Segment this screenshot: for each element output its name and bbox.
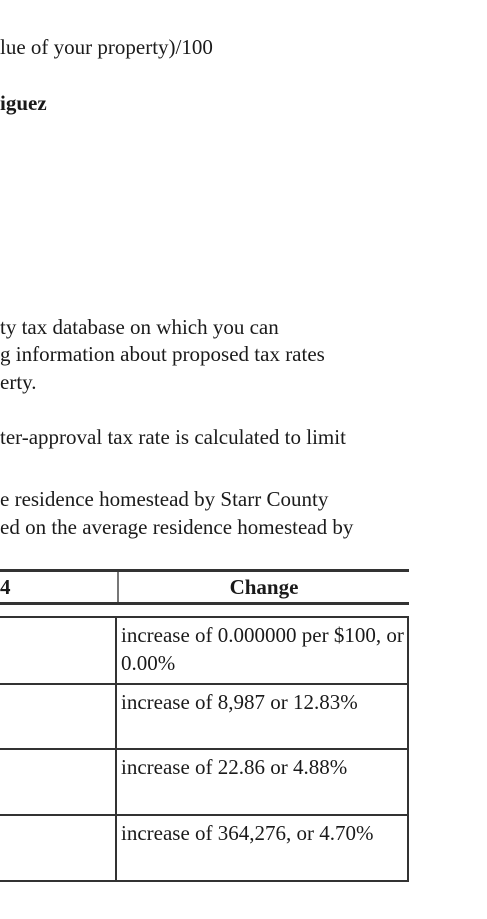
table-cell-change: increase of 364,276, or 4.70% [115, 814, 409, 880]
paragraph-homestead-line-1: e residence homestead by Starr County [0, 487, 329, 511]
table-bottom-border [0, 880, 409, 882]
table-row [0, 748, 409, 814]
paragraph-homestead-line-2: ed on the average residence homestead by [0, 515, 354, 539]
table-cell-change: increase of 0.000000 per $100, or 0.00% [115, 616, 409, 683]
table-cell-left [0, 616, 115, 683]
paragraph-database-line-2: g information about proposed tax rates [0, 342, 325, 366]
table-cell-left [0, 814, 115, 880]
table-header-change: Change [117, 572, 409, 602]
table-row [0, 683, 409, 748]
text-line-name: iguez [0, 91, 47, 115]
paragraph-database-line-3: erty. [0, 370, 37, 394]
table-header [0, 569, 409, 605]
table-cell-left [0, 683, 115, 748]
table-row [0, 616, 409, 683]
table-cell-left [0, 748, 115, 814]
paragraph-voter-approval: ter-approval tax rate is calculated to limit [0, 425, 346, 449]
table-row [0, 814, 409, 880]
paragraph-database-line-1: ty tax database on which you can [0, 315, 279, 339]
table-header-year: 4 [0, 575, 11, 599]
table-cell-change: increase of 22.86 or 4.88% [115, 748, 409, 814]
text-line-value: lue of your property)/100 [0, 35, 213, 59]
table-cell-change: increase of 8,987 or 12.83% [115, 683, 409, 748]
